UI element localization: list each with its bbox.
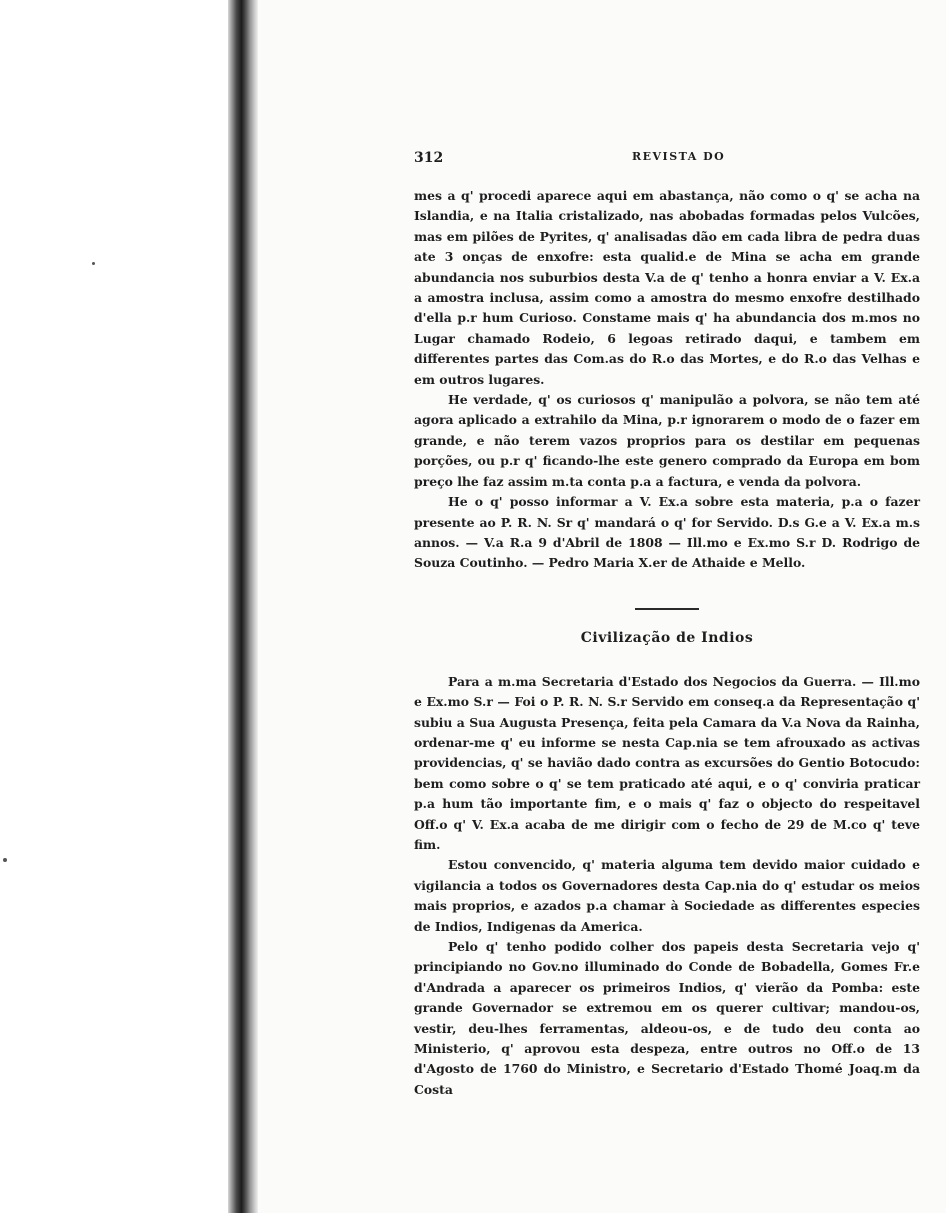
letter-paragraph: mes a q' procedi aparece aqui em abastança, não como o q' se acha na Islandia, e na Italia cristalizado, nas abobadas formadas pelos Vulcões, mas em pilões de Pyrites, q' analisadas dão em cada libra de pedra duas ate 3 onças de enxofre: esta qualid.e de Mina se acha em grande abundancia nos suburbios desta V.a de q' tenho a honra enviar a V. Ex.a a amostra inclusa, assim como a amostra do mesmo enxofre destilhado d'ella p.r hum Curioso. Constame mais q' ha abundancia dos m.mos no Lugar chamado Rodeio, 6 legoas retirado daqui, e tambem em differentes partes das Com.as do R.o das Mortes, e do R.o das Velhas e em outros lugares. [414,188,920,387]
scan-speck [92,262,95,265]
page-content [414,150,920,1100]
letter-paragraph: He o q' posso informar a V. Ex.a sobre esta materia, p.a o fazer presente ao P. R. N. Sr q' mandará o q' for Servido. D.s G.e a V. Ex.a m.s annos. — V.a R.a 9 d'Abril de 1808 — Ill.mo e Ex.mo S.r D. Rodrigo de Souza Coutinho. — Pedro Maria X.er de Athaide e Mello. [414,494,920,571]
section-paragraph: Estou convencido, q' materia alguma tem devido maior cuidado e vigilancia a todos os Governadores desta Cap.nia do q' estudar os meios mais proprios, e azados p.a chamar à Sociedade as differentes especies de Indios, Indigenas da America. [414,857,920,934]
section-paragraph: Pelo q' tenho podido colher dos papeis desta Secretaria vejo q' principiando no Gov.no illuminado do Conde de Bobadella, Gomes Fr.e d'Andrada a aparecer os primeiros Indios, q' vierão da Pomba: este grande Governador se extremou em os querer cultivar; mandou-os, vestir, deu-lhes ferramentas, aldeou-os, e de tudo deu conta ao Ministerio, q' aprovou esta despeza, entre outros no Off.o de 13 d'Agosto de 1760 do Ministro, e Secretario d'Estado Thomé Joaq.m da Costa [414,939,920,1097]
letter-paragraph: He verdade, q' os curiosos q' manipulão a polvora, se não tem até agora aplicado a extrahilo da Mina, p.r ignorarem o modo de o fazer em grande, e não terem vazos proprios para os destilar em pequenas porções, ou p.r q' ficando-lhe este genero comprado da Europa em bom preço lhe faz assim m.ta conta p.a a factura, e venda da polvora. [414,392,920,489]
section-paragraph: Para a m.ma Secretaria d'Estado dos Negocios da Guerra. — Ill.mo e Ex.mo S.r — Foi o P. R. N. S.r Servido em conseq.a da Representação q' subiu a Sua Augusta Presença, feita pela Camara da V.a Nova da Rainha, ordenar-me q' eu informe se nesta Cap.nia se tem afrouxado as activas providencias, q' se havião dado contra as excursões do Gentio Botocudo: bem como sobre o q' se tem praticado até aqui, e o q' conviria praticar p.a hum tão importante fim, e o mais q' faz o objecto do respeitavel Off.o q' V. Ex.a acaba de me dirigir com o fecho de 29 de M.co q' teve fim. [414,673,920,852]
scan-speck [3,858,7,862]
page-header [414,150,920,172]
left-margin [0,0,230,1213]
book-binding [228,0,258,1213]
running-head: REVISTA DO [632,150,726,163]
page-number: 312 [414,150,444,166]
section-title: Civilização de Indios [580,629,754,646]
section-divider [635,608,699,610]
